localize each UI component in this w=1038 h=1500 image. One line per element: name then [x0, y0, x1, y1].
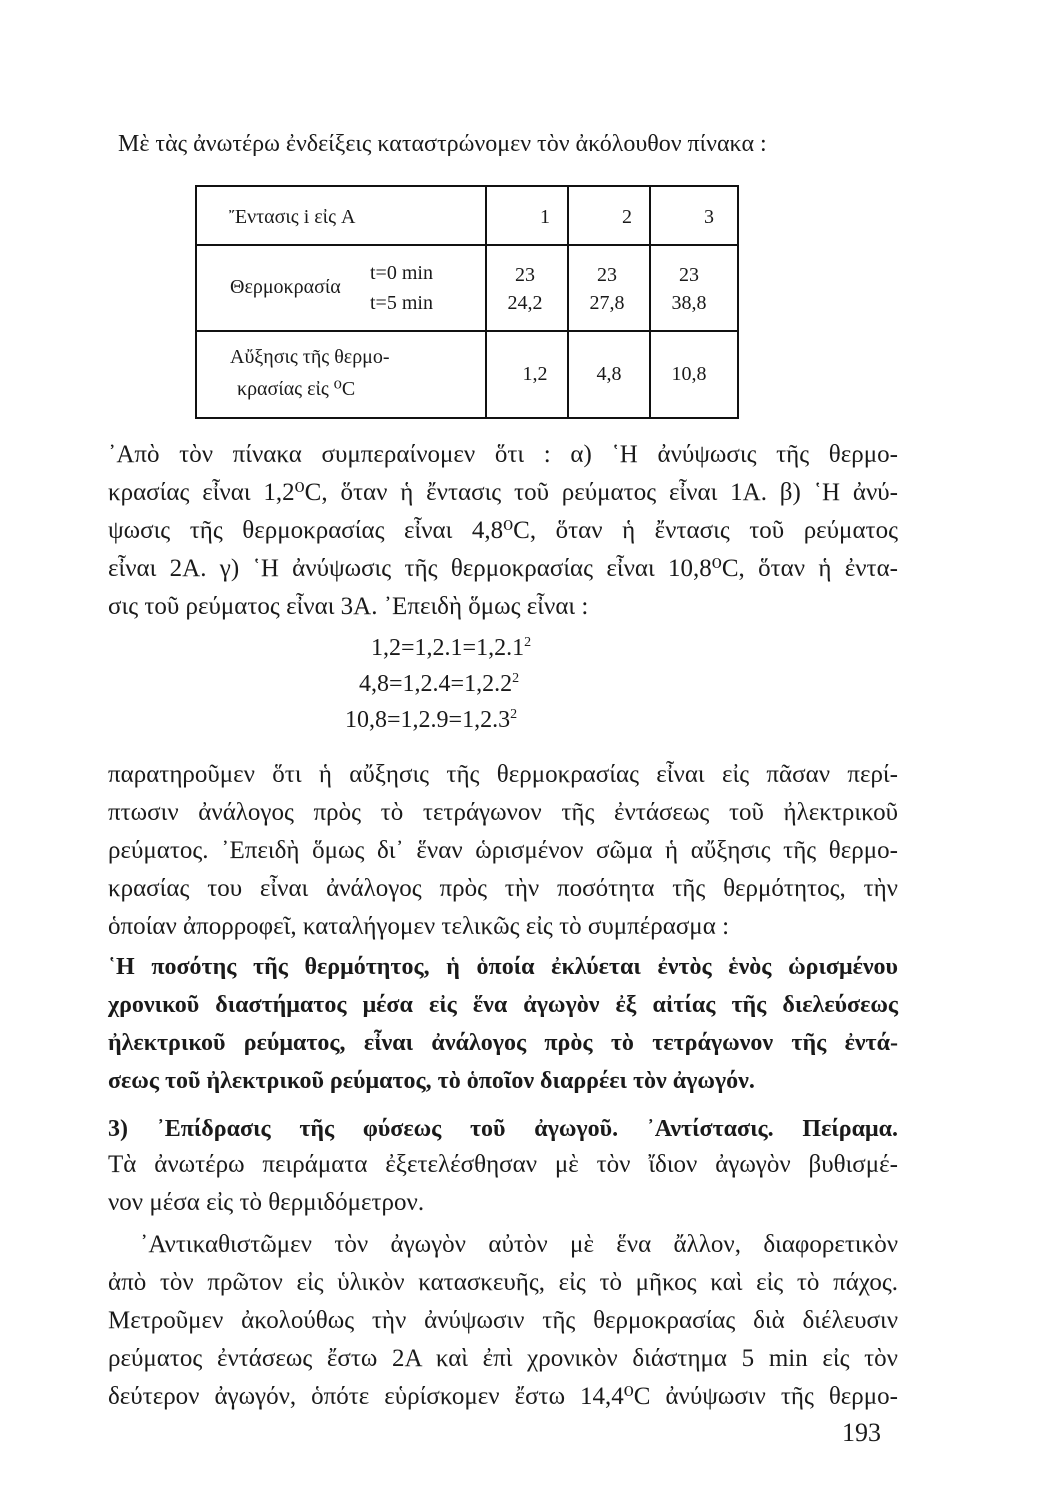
- measurement-table: [195, 185, 739, 419]
- paragraph-line: ᾿Αντικαθιστῶμεν τὸν ἀγωγὸν αὐτὸν μὲ ἕνα ἄλλον, διαφορετικὸν: [140, 1231, 898, 1258]
- paragraph-line: Μετροῦμεν ἀκολούθως τὴν ἀνύψωσιν τῆς θερμοκρασίας διὰ διέλευσιν: [108, 1307, 898, 1334]
- current-value: 3: [704, 206, 714, 228]
- equation: $1,2=1,2.1=1,2.1^2$: [371, 635, 532, 661]
- temperature-t5: 27,8: [589, 292, 625, 314]
- intro-sentence: Μὲ τὰς ἀνωτέρω ἐνδείξεις καταστρώνομεν τὸν ἀκόλουθον πίνακα :: [118, 131, 767, 157]
- temperature-t0: 23: [597, 264, 617, 286]
- page-number: 193: [842, 1418, 881, 1447]
- paragraph-line: ὁποίαν ἀπορροφεῖ, καταλήγομεν τελικῶς εἰς τὸ συμπέρασμα :: [108, 913, 730, 940]
- increase-value: 4,8: [596, 363, 622, 385]
- paragraph-line: ρεύματος. ᾿Επειδὴ ὅμως δι᾿ ἕναν ὡρισμένον σῶμα ἡ αὔξησις τῆς θερμο-: [108, 837, 898, 864]
- paragraph-line: ἀπὸ τὸν πρῶτον εἰς ὑλικὸν κατασκευῆς, εἰς τὸ μῆκος καὶ εἰς τὸ πάχος.: [108, 1269, 898, 1296]
- table-divider: [197, 330, 737, 332]
- paragraph-line: Τὰ ἀνωτέρω πειράματα ἐξετελέσθησαν μὲ τὸν ἴδιον ἀγωγὸν βυθισμέ-: [108, 1151, 898, 1178]
- increase-row-label: Αὔξησις τῆς θερμο-: [230, 346, 390, 368]
- equation: $10,8=1,2.9=1,2.3^2$: [345, 707, 518, 733]
- time-label-t5: t=5 min: [370, 292, 433, 314]
- section-heading: 3) ᾿Επίδρασις τῆς φύσεως τοῦ ἀγωγοῦ. ᾿Αντίστασις. Πείραμα.: [108, 1116, 898, 1142]
- temperature-t5: 38,8: [671, 292, 707, 314]
- paragraph-line: δεύτερον ἀγωγόν, ὁπότε εὑρίσκομεν ἔστω 14,4⁰C ἀνύψωσιν τῆς θερμο-: [108, 1383, 898, 1410]
- time-label-t0: t=0 min: [370, 262, 433, 284]
- table-divider: [197, 244, 737, 246]
- temperature-t0: 23: [515, 264, 535, 286]
- paragraph-line: εἶναι 2Α. γ) ῾Η ἀνύψωσις τῆς θερμοκρασίας εἶναι 10,8⁰C, ὅταν ἡ ἐντα-: [108, 555, 898, 582]
- equation: $4,8=1,2.4=1,2.2^2$: [359, 671, 520, 697]
- current-value: 2: [622, 206, 632, 228]
- law-statement-line: ἠλεκτρικοῦ ρεύματος, εἶναι ἀνάλογος πρὸς τὸ τετράγωνον τῆς ἐντά-: [108, 1030, 898, 1056]
- paragraph-line: παρατηροῦμεν ὅτι ἡ αὔξησις τῆς θερμοκρασίας εἶναι εἰς πᾶσαν περί-: [108, 761, 898, 788]
- current-row-label: Ἔντασις i εἰς A: [229, 206, 356, 228]
- increase-value: 10,8: [671, 363, 707, 385]
- temperature-t0: 23: [679, 264, 699, 286]
- temperature-t5: 24,2: [507, 292, 543, 314]
- increase-value: 1,2: [522, 363, 548, 385]
- paragraph-line: κρασίας του εἶναι ἀνάλογος πρὸς τὴν ποσότητα τῆς θερμότητος, τὴν: [108, 875, 898, 902]
- paragraph-line: πτωσιν ἀνάλογος πρὸς τὸ τετράγωνον τῆς ἐντάσεως τοῦ ἠλεκτρικοῦ: [108, 799, 898, 826]
- paragraph-line: κρασίας εἶναι 1,2⁰C, ὅταν ἡ ἔντασις τοῦ ρεύματος εἶναι 1Α. β) ῾Η ἀνύ-: [108, 479, 898, 506]
- law-statement-line: χρονικοῦ διαστήματος μέσα εἰς ἕνα ἀγωγὸν ἐξ αἰτίας τῆς διελεύσεως: [108, 992, 898, 1018]
- paragraph-line: νον μέσα εἰς τὸ θερμιδόμετρον.: [108, 1189, 425, 1216]
- table-divider: [485, 187, 487, 417]
- paragraph-line: ψωσις τῆς θερμοκρασίας εἶναι 4,8⁰C, ὅταν ἡ ἔντασις τοῦ ρεύματος: [108, 517, 898, 544]
- paragraph-line: ᾿Απὸ τὸν πίνακα συμπεραίνομεν ὅτι : α) ῾Η ἀνύψωσις τῆς θερμο-: [108, 441, 898, 468]
- current-value: 1: [540, 206, 550, 228]
- temperature-row-label: Θερμοκρασία: [230, 276, 341, 298]
- paragraph-line: ρεύματος ἐντάσεως ἔστω 2Α καὶ ἐπὶ χρονικὸν διάστημα 5 min εἰς τὸν: [108, 1345, 898, 1372]
- paragraph-line: σις τοῦ ρεύματος εἶναι 3Α. ᾿Επειδὴ ὅμως εἶναι :: [108, 593, 589, 620]
- increase-row-label: κρασίας εἰς ⁰C: [237, 378, 356, 400]
- law-statement-line: σεως τοῦ ἠλεκτρικοῦ ρεύματος, τὸ ὁποῖον διαρρέει τὸν ἀγωγόν.: [108, 1068, 755, 1094]
- law-statement-line: ῾Η ποσότης τῆς θερμότητος, ἡ ὁποία ἐκλύεται ἐντὸς ἑνὸς ὡρισμένου: [108, 954, 898, 980]
